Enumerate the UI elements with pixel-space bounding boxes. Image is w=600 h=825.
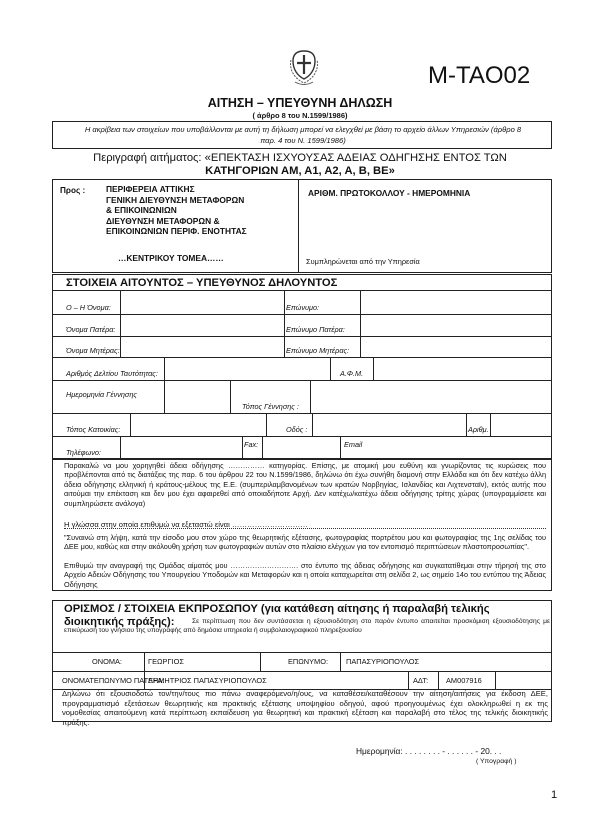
residence-label: Τόπος Κατοικίας: xyxy=(66,425,121,434)
street-label: Οδός : xyxy=(286,425,308,434)
fax-label: Fax: xyxy=(244,440,259,449)
exam-language: Η γλώσσα στην οποία επιθυμώ να εξεταστώ είναι ………………………… xyxy=(64,520,308,529)
form-code: M-TAO02 xyxy=(428,62,531,89)
request-description-line1: Περιγραφή αιτήματος: «ΕΠΕΚΤΑΣΗ ΙΣΧΥΟΥΣΑΣ ΑΔΕΙΑΣ ΟΔΗΓΗΣΗΣ ΕΝΤΟΣ ΤΩΝ xyxy=(93,152,507,164)
coat-of-arms-emblem xyxy=(287,48,321,88)
rep-surname-value[interactable]: ΠΑΠΑΣΥΡΙΟΠΟΥΛΟΣ xyxy=(346,657,420,666)
birth-date-field[interactable] xyxy=(166,382,228,412)
mother-surname-label: Επώνυμο Μητέρας: xyxy=(286,346,350,355)
rep-name-label: ΟΝΟΜΑ: xyxy=(92,657,122,666)
email-field[interactable] xyxy=(342,438,550,458)
name-label: Ο – Η Όνομα: xyxy=(66,303,111,312)
request-description-line2: ΚΑΤΗΓΟΡΙΩΝ ΑΜ, Α1, Α2, Α, Β, ΒΕ» xyxy=(205,165,395,177)
service-note: Συμπληρώνεται από την Υπηρεσία xyxy=(306,257,420,266)
residence-field[interactable] xyxy=(132,415,264,435)
recipient-sector: …ΚΕΝΤΡΙΚΟΥ ΤΟΜΕΑ…… xyxy=(118,253,224,263)
father-surname-field[interactable] xyxy=(362,316,550,335)
signature-label: ( Υπογραφή ) xyxy=(476,758,517,765)
afm-field[interactable] xyxy=(375,359,550,379)
street-number-field[interactable] xyxy=(492,415,550,435)
page-number: 1 xyxy=(551,789,558,801)
id-number-field[interactable] xyxy=(166,359,328,379)
father-surname-label: Επώνυμο Πατέρα: xyxy=(286,325,345,334)
recipient-label: Προς : xyxy=(60,186,86,195)
phone-field[interactable] xyxy=(122,438,240,458)
surname-field[interactable] xyxy=(362,292,550,313)
form-subtitle: ( άρθρο 8 του Ν.1599/1986) xyxy=(252,111,348,120)
rep-adt-label: ΑΔΤ: xyxy=(413,676,429,685)
form-title: ΑΙΤΗΣΗ – ΥΠΕΥΘΥΝΗ ΔΗΛΩΣΗ xyxy=(207,96,393,110)
mother-surname-field[interactable] xyxy=(362,338,550,356)
photo-consent: "Συναινώ στη λήψη, κατά την είσοδο μου στον χώρο της θεωρητικής εξέτασης, φωτογραφίας πορτρέτου μου και φωτογραφίας της 1ης σελίδας του ΔΕΕ μου, καθώς και στην ακόλουθη χρήση των φωτογραφιών αυτών στο πλαίσιο ελέγχων για τον εντοπισμό περιπτώσεων πλαστοπροσωπίας". xyxy=(64,533,546,552)
father-name-field[interactable] xyxy=(122,316,282,335)
phone-label: Τηλέφωνο: xyxy=(66,448,101,457)
representative-heading: ΟΡΙΣΜΟΣ / ΣΤΟΙΧΕΙΑ ΕΚΠΡΟΣΩΠΟΥ (για κατάθεση αίτησης ή παραλαβή τελικής xyxy=(64,603,490,615)
birth-place-field[interactable] xyxy=(312,382,550,412)
protocol-number-label: ΑΡΙΘΜ. ΠΡΩΤΟΚΟΛΛΟΥ - ΗΜΕΡΟΜΗΝΙΑ xyxy=(308,188,471,198)
blood-group-consent: Επιθυμώ την αναγραφή της Ομάδας αίματός μου ………………………. στο έντυπο της άδειας οδήγησης και συγκατατίθεμαι στην τήρησή της στο Αρχείο Αδειών Οδήγησης του Υπουργείου Υποδομών και Μεταφορών και η οποία καταχωρείται στη σελίδα 2, ως σημείο 14ο του εντύπου της Άδειας Οδήγησης xyxy=(64,561,546,589)
declaration-paragraph: Παρακαλώ να μου χορηγηθεί άδεια οδήγησης …………… κατηγορίας. Επίσης, με ατομική μου ευθύνη και γνωρίζοντας τις κυρώσεις που προβλέπονται από τις διατάξεις της παρ. 6 του άρθρου 22 του Ν.1599/1986, δηλώνω ότι έχω συνήθη διαμονή στην Ελλάδα και ότι δεν κατέχω άλλη άδεια οδήγησης ελληνική ή κράτους-μέλους της Ε.Ε. (συμπεριλαμβανομένων των κρατών Νορβηγίας, Ισλανδίας και Λιχτενσταϊν), εκτός αυτής που αιτούμαι την επέκταση και δεν μου έχει αφαιρεθεί από οποιαδήποτε Αρχή. Δεν κατέχω/κατέχω άδεια οδήγησης τρίτης χώρας (υπογραμμίσετε και συμπληρώσετε ανάλογα) xyxy=(64,461,546,508)
birth-date-label: Ημερομηνία Γέννησης xyxy=(66,390,137,399)
date-line[interactable]: Ημερομηνία: . . . . . . . . - . . . . . . - 20. . . xyxy=(356,746,502,756)
rep-surname-label: ΕΠΩΝΥΜΟ: xyxy=(288,657,329,666)
rep-father-value[interactable]: ΔΗΜΗΤΡΙΟΣ ΠΑΠΑΣΥΡΙΟΠΟΥΛΟΣ xyxy=(148,676,267,685)
notice-text: Η ακρίβεια των στοιχείων που υποβάλλονται με αυτή τη δήλωση μπορεί να ελεγχθεί με βάση το αρχείο άλλων Υπηρεσιών (άρθρο 8 παρ. 4 του Ν. 1599/1986) xyxy=(84,125,522,145)
id-number-label: Αριθμός Δελτίου Ταυτότητας: xyxy=(66,369,158,378)
representative-heading-cont: διοικητικής πράξης): xyxy=(64,616,175,628)
mother-name-field[interactable] xyxy=(122,338,282,356)
father-name-label: Όνομα Πατέρα: xyxy=(66,325,116,334)
street-number-label: Αριθμ. xyxy=(468,425,489,434)
applicant-heading: ΣΤΟΙΧΕΙΑ ΑΙΤΟΥΝΤΟΣ – ΥΠΕΥΘΥΝΟΣ ΔΗΛΟΥΝΤΟΣ xyxy=(66,277,338,289)
rep-name-value[interactable]: ΓΕΩΡΓΙΟΣ xyxy=(148,657,184,666)
name-field[interactable] xyxy=(122,292,282,313)
authorization-statement: Δηλώνω ότι εξουσιοδοτώ τον/την/τους πιο πάνω αναφερόμενο/η/ους, να καταθέσει/καταθέσουν την αίτηση/αιτήσεις για έκδοση ΔΕΕ, προγραμματισμό εξετάσεων θεωρητικής και πρακτικής εξέτασης υποψηφίου οδηγού, αφού προηγουμένως έχει ολοκληρωθεί η εκ της νομοθεσίας απαιτούμενη κατά περίπτωση εκπαίδευση για θεωρητική και πρακτική εξέταση και παραλαβή στο τέλος της τελικής διοικητικής πράξης. xyxy=(62,689,548,727)
fax-field[interactable] xyxy=(264,438,338,458)
afm-label: Α.Φ.Μ. xyxy=(340,369,364,378)
recipient-address: ΠΕΡΙΦΕΡΕΙΑ ΑΤΤΙΚΗΣ ΓΕΝΙΚΗ ΔΙΕΥΘΥΝΣΗ ΜΕΤΑΦΟΡΩΝ & ΕΠΙΚΟΙΝΩΝΙΩΝ ΔΙΕΥΘΥΝΣΗ ΜΕΤΑΦΟΡΩΝ & ΕΠΙΚΟΙΝΩΝΙΩΝ ΠΕΡΙΦ. ΕΝΟΤΗΤΑΣ xyxy=(106,184,247,237)
email-label: Email xyxy=(344,440,363,449)
rep-father-label: ΟΝΟΜΑΤΕΠΩΝΥΜΟ ΠΑΤΕΡΑ: xyxy=(62,676,165,685)
representative-note: Σε περίπτωση που δεν συντάσσεται η εξουσιοδότηση στο παρόν έντυπο απαιτείται προσκόμιση εξουσιοδότησης με επικύρωση του γνήσιου της υπογραφής από δημόσια υπηρεσία ή συμβολαιογραφικού πληρεξουσίου xyxy=(64,618,550,635)
birth-place-label: Τόπος Γέννησης : xyxy=(242,402,299,411)
rep-adt-value[interactable]: ΑΜ007916 xyxy=(446,676,482,685)
street-field[interactable] xyxy=(314,415,464,435)
mother-name-label: Όνομα Μητέρας: xyxy=(66,346,120,355)
surname-label: Επώνυμο: xyxy=(286,303,320,312)
